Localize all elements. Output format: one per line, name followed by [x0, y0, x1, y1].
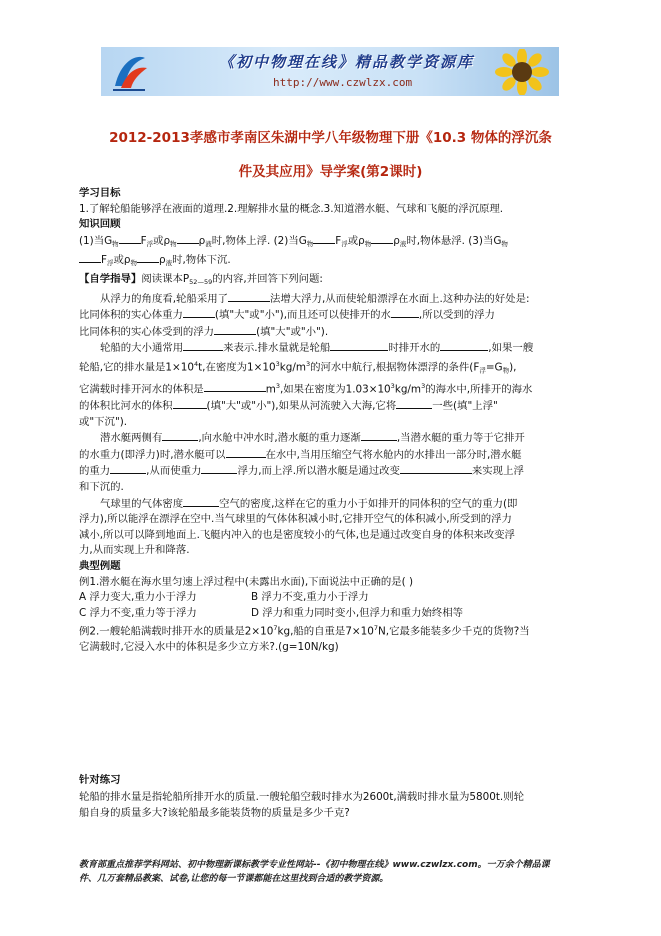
ship-para-7: 的体积比河水的体积 (填"大"或"小"),如果从河流驶入大海,它将 一些(填"上浮" [79, 400, 498, 413]
practice-section [79, 772, 589, 822]
practice-heading: 针对练习 [79, 774, 121, 786]
example-1-options-ab [79, 590, 589, 606]
footer-line-2: 件、几万套精品教案、试卷,让您的每一节课都能在这里找到合适的教学资源。 [79, 874, 389, 884]
examples-heading: 典型例题 [79, 560, 121, 572]
doc-title-line1: 2012-2013孝感市孝南区朱湖中学八年级物理下册《10.3 物体的浮沉条 [109, 130, 552, 146]
option-b: B 浮力不变,重力小于浮力 [251, 591, 369, 604]
sub-para-3: 的重力 ,从而使重力 浮力,而上浮.所以潜水艇是通过改变 来实现上浮 [79, 465, 524, 478]
objectives-text: 1.了解轮船能够浮在液面的道理.2.理解排水量的概念.3.知道潜水艇、气球和飞艇的浮沉原理. [79, 202, 504, 215]
ship-para-8: 或"下沉"). [79, 415, 128, 428]
ship-para-6: 它满载时排开河水的体积是 $m^3$,如果在密度为$1.03\times 10^3kg/m^3$的海水中,所排开的海水 [79, 382, 533, 396]
example-1-options-cd [79, 606, 589, 622]
doc-title-line2: 件及其应用》导学案(第2课时) [238, 164, 423, 180]
sub-para-2: 的水重力(即浮力)时,潜水艇可以 在水中,当用压缩空气将水舱内的水排出一部分时,潜水艇 [79, 448, 522, 461]
option-a: A 浮力变大,重力小于浮力 [79, 591, 197, 604]
option-c: C 浮力不变,重力等于浮力 [79, 606, 197, 619]
ship-para-5: 轮船,它的排水量是$1\times 10^4t$,在密度为$1\times 10^3kg/m^3$的河水中航行,根据物体漂浮的条件$(F_浮=G_物)$, [79, 359, 517, 375]
review-heading: 知识回顾 [79, 218, 121, 231]
sunflower-icon [491, 49, 553, 95]
ship-para-4: 轮船的大小通常用 来表示.排水量就是轮船 时排开水的 ,如果一艘 [100, 342, 534, 355]
worksheet-body [79, 186, 589, 656]
option-d: D 浮力和重力同时变小,但浮力和重力始终相等 [251, 606, 464, 619]
objectives-heading: 学习目标 [79, 187, 121, 199]
site-logo-icon [107, 50, 151, 94]
review-line-2: $F_浮$或$\rho_物$ $\rho_液$时,物体下沉. [79, 252, 589, 272]
banner-title: 《初中物理在线》精品教学资源库 [219, 53, 475, 71]
ship-para-3: 比同体积的实心体受到的浮力 (填"大"或"小"). [79, 325, 329, 338]
balloon-para-3: 减小,所以可以降到地面上.飞艇内冲入的也是密度较小的气体,也是通过改变自身的体积来改变浮 [79, 528, 515, 541]
example-2-line-2: 它满载时,它浸入水中的体积是多少立方米?.(g=10N/kg) [79, 641, 339, 654]
review-line-1: (1)当$G_物$ $F_浮$或$\rho_物$ $\rho_液$时,物体上浮. (2)当$G_物$ $F_浮$或$\rho_物$ $\rho_液$时,物体悬浮. (3)当$G_物$ [79, 234, 508, 248]
example-1: 例1.潜水艇在海水里匀速上浮过程中(未露出水面),下面说法中正确的是( ) [79, 575, 414, 588]
balloon-para-4: 力,从而实现上升和降落. [79, 544, 190, 557]
sub-para-1: 潜水艇两侧有 ,向水舱中冲水时,潜水艇的重力逐渐 ,当潜水艇的重力等于它排开 [100, 432, 525, 445]
balloon-para-2: 浮力),所以能浮在漂浮在空中.当气球里的气体体积减小时,它排开空气的体积减小,所受到的浮力 [79, 513, 512, 526]
sub-para-4: 和下沉的. [79, 481, 124, 494]
practice-line-2: 船自身的质量多大?该轮船最多能装货物的质量是多少千克? [79, 807, 350, 819]
practice-line-1: 轮船的排水量是指轮船所排开水的质量.一艘轮船空载时排水为2600t,满载时排水量为5800t.则轮 [79, 790, 525, 803]
banner-url[interactable]: http://www.czwlzx.com [273, 76, 413, 89]
ship-para-2: 比同体积的实心体重力 (填"大"或"小"),而且还可以使排开的水 ,所以受到的浮力 [79, 309, 495, 322]
footer-line-1: 教育部重点推荐学科网站、初中物理新课标教学专业性网站--《初中物理在线》www.czwlzx.com。一万余个精品课 [79, 860, 550, 870]
self-study-guide: 【自学指导】阅读课本$P_{52—59}$的内容,并回答下列问题: [79, 272, 323, 286]
balloon-para-1: 气球里的气体密度 空气的密度,这样在它的重力小于如排开的同体积的空气的重力(即 [100, 497, 518, 510]
site-banner [101, 47, 559, 96]
example-2-line-1: 例2.一艘轮船满载时排开水的质量是$2\times 10^7kg$,船的自重是$7\times 10^7N$,它最多能装多少千克的货物?当 [79, 624, 530, 638]
page-footer [79, 858, 599, 886]
ship-para-1: 从浮力的角度看,轮船采用了 法增大浮力,从而使轮船漂浮在水面上.这种办法的好处是: [100, 292, 530, 305]
